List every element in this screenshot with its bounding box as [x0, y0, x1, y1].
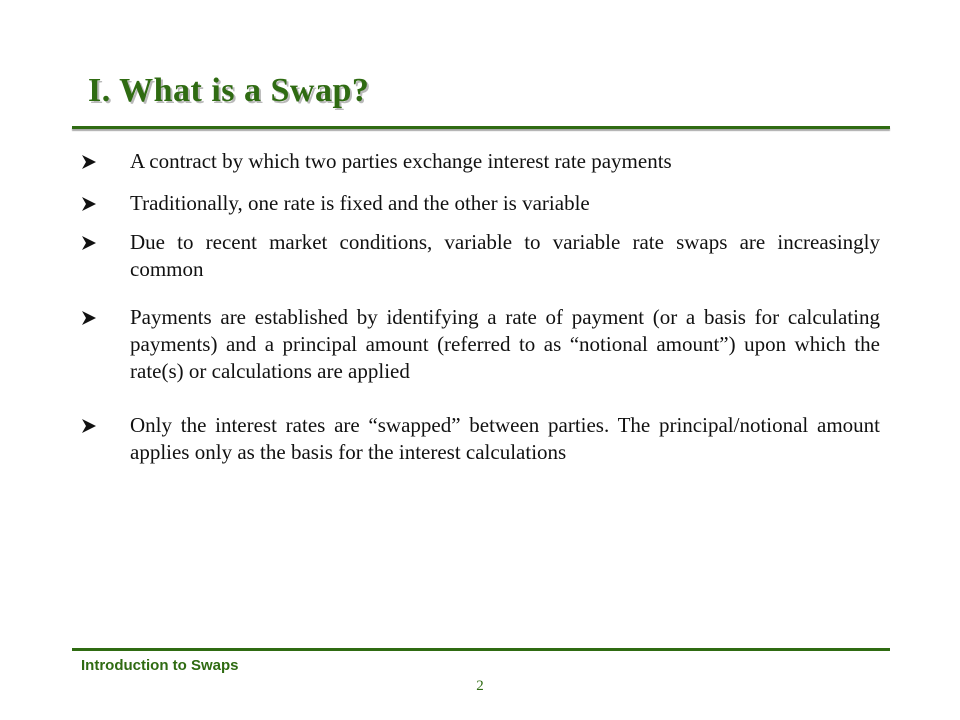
arrowhead-bullet-icon [82, 197, 96, 211]
bullet-item [72, 190, 880, 217]
bullet-list [72, 148, 880, 466]
bullet-item [72, 229, 880, 283]
arrowhead-bullet-icon [82, 311, 96, 325]
arrowhead-bullet-icon [82, 155, 96, 169]
footer-divider [72, 648, 890, 651]
arrowhead-bullet-icon [82, 419, 96, 433]
bullet-item [72, 148, 880, 175]
page-number: 2 [476, 678, 484, 694]
bullet-text: Traditionally, one rate is fixed and the other is variable [130, 191, 590, 215]
bullet-text: Payments are established by identifying a rate of payment (or a basis for calculating payments) and a principal amount (referred to as “notional amount”) upon which the rate(s) or calculations are applied [130, 305, 880, 383]
bullet-item [72, 412, 880, 466]
slide-title: I. What is a Swap? [88, 72, 370, 109]
bullet-text: A contract by which two parties exchange interest rate payments [130, 149, 672, 173]
arrowhead-bullet-icon [82, 236, 96, 250]
title-divider [72, 126, 890, 129]
bullet-text: Due to recent market conditions, variable to variable rate swaps are increasingly common [130, 230, 880, 281]
footer-title: Introduction to Swaps [81, 657, 239, 674]
bullet-text: Only the interest rates are “swapped” between parties. The principal/notional amount applies only as the basis for the interest calculations [130, 413, 880, 464]
bullet-item [72, 304, 880, 385]
